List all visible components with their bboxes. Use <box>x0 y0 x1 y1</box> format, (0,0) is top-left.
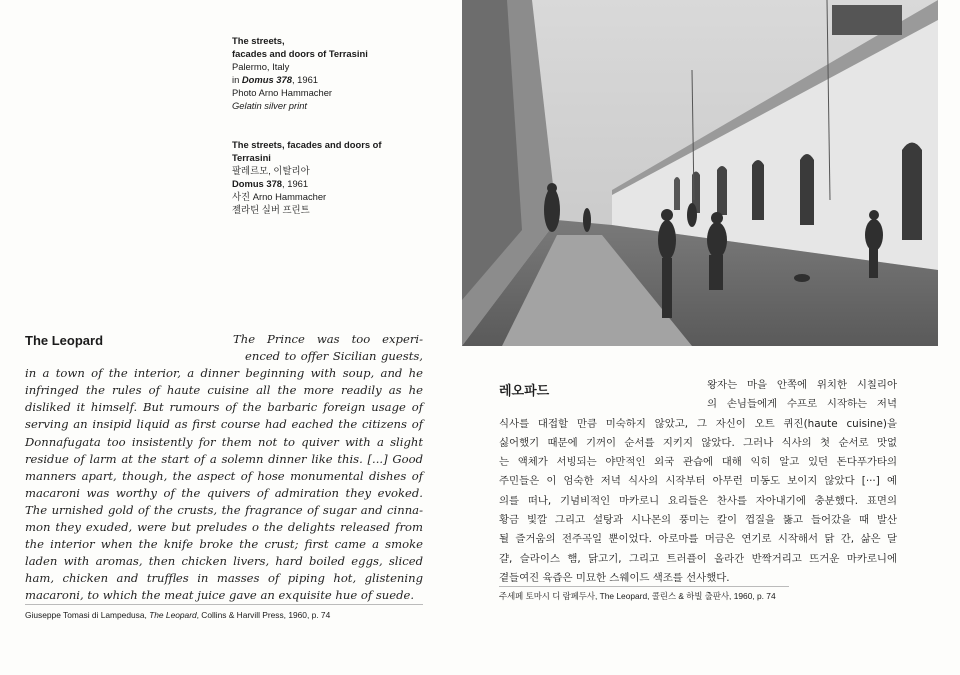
caption-english <box>232 34 368 113</box>
article-title-korean: 레오파드 <box>499 383 550 398</box>
caption-publication: Domus 378, 1961 <box>232 178 309 190</box>
text-line: Donnafugata too insistently for them not to quiver with a slight <box>25 434 423 449</box>
text-line: The urnished gold of the crusts, the fragrance of sugar and cinna- <box>25 502 423 517</box>
terrasini-street-photo-icon <box>462 0 938 346</box>
text-line: residue of larm at the start of a solemn dinner like this. [...] Good <box>25 451 423 466</box>
caption-photographer: Photo Arno Hammacher <box>232 87 333 99</box>
text-line: 싫어했기 때문에 기꺼이 순서를 지키지 않았다. 그러나 식사의 첫 순서로 맛없 <box>499 436 897 449</box>
caption-medium: Gelatin silver print <box>232 100 308 112</box>
source-citation-korean: 주세페 토마시 디 람페두사, The Leopard, 콜린스 & 하빌 출판사, 1960, p. 74 <box>499 591 776 601</box>
caption-publication: in Domus 378, 1961 <box>232 74 319 86</box>
text-line: 왕자는 마을 안쪽에 위치한 시칠리아 <box>707 379 897 391</box>
text-line: disliked it himself. But rumours of the barbaric foreign usage of <box>25 400 423 415</box>
caption-title: Terrasini <box>232 152 271 164</box>
divider <box>499 586 789 587</box>
text-line: 주민들은 이 엄숙한 저녁 식사의 시작부터 아무런 미동도 보이지 않았다 [···] 예 <box>499 475 897 488</box>
caption-title: The streets, facades and doors of <box>232 139 382 150</box>
text-line: 의 손님들에게 수프로 시작하는 저녁 <box>707 398 897 411</box>
article-title-english: The Leopard <box>25 333 104 348</box>
text-line: mon they exuded, were but preludes o the delights released from <box>25 520 423 535</box>
text-line: in a town of the interior, a dinner beginning with soup, and he <box>25 366 423 381</box>
article-body-korean <box>499 376 897 588</box>
text-line: macaroni was worthy of the quivers of admiration they evoked. <box>25 485 423 500</box>
caption-korean <box>232 138 382 217</box>
text-line: laden with aromas, then chicken livers, hard boiled eggs, sliced <box>25 554 423 569</box>
text-line: manners apart, though, the aspect of hose monumental dishes of <box>25 468 423 483</box>
caption-photographer: 사진 Arno Hammacher <box>232 191 327 203</box>
text-line: 식사를 대접할 만큼 미숙하지 않았고, 그 자신이 오트 퀴진(haute cuisine)을 <box>499 417 897 430</box>
text-line: The Prince was too experi- <box>233 332 423 346</box>
text-line: infringed the rules of haute cuisine all the more readily as he <box>25 383 423 398</box>
text-line: 될 즐거움의 전주곡일 뿐이었다. 아로마를 머금은 연기로 시작해서 닭 간, 삶은 달 <box>499 533 897 546</box>
text-line: macaroni, to which the meat juice gave an exquisite hue of suede. <box>25 588 415 603</box>
caption-title: The streets, <box>232 35 285 46</box>
text-line: enced to offer Sicilian guests, <box>245 349 423 364</box>
divider <box>25 604 423 605</box>
text-line: ham, chicken and truffles in masses of piping hot, glistening <box>25 571 423 586</box>
text-line: 는 액체가 서빙되는 야만적인 외국 관습에 대해 익히 알고 있던 돈다푸가타의 <box>499 456 897 469</box>
article-body-english <box>25 331 423 605</box>
caption-location: 팔레르모, 이탈리아 <box>232 165 310 177</box>
caption-medium: 젤라틴 실버 프린트 <box>232 204 310 216</box>
text-line: 곁들여진 육즙은 미묘한 스웨이드 색조를 선사했다. <box>499 571 730 584</box>
text-line: 의를 떠나, 기념비적인 마카로니 요리들은 찬사를 자아내기에 충분했다. 표면의 <box>499 494 897 507</box>
source-citation-english: Giuseppe Tomasi di Lampedusa, The Leopard, Collins & Harvill Press, 1960, p. 74 <box>25 610 331 620</box>
text-line: the interior when the knife broke the crust; first came a smoke <box>25 537 423 552</box>
text-line: 황금 빛깔 그리고 설탕과 시나몬의 풍미는 칼이 껍질을 뚫고 들어갔을 때 발산 <box>499 514 897 527</box>
street-photo <box>462 0 938 346</box>
caption-location: Palermo, Italy <box>232 61 290 73</box>
text-line: 걀, 슬라이스 햄, 닭고기, 그리고 트러플이 올라간 반짝거리고 뜨거운 마카로니에 <box>499 552 897 565</box>
caption-title: facades and doors of Terrasini <box>232 48 368 60</box>
text-line: serving an insipid liquid as first course had eached the citizens of <box>25 417 423 432</box>
